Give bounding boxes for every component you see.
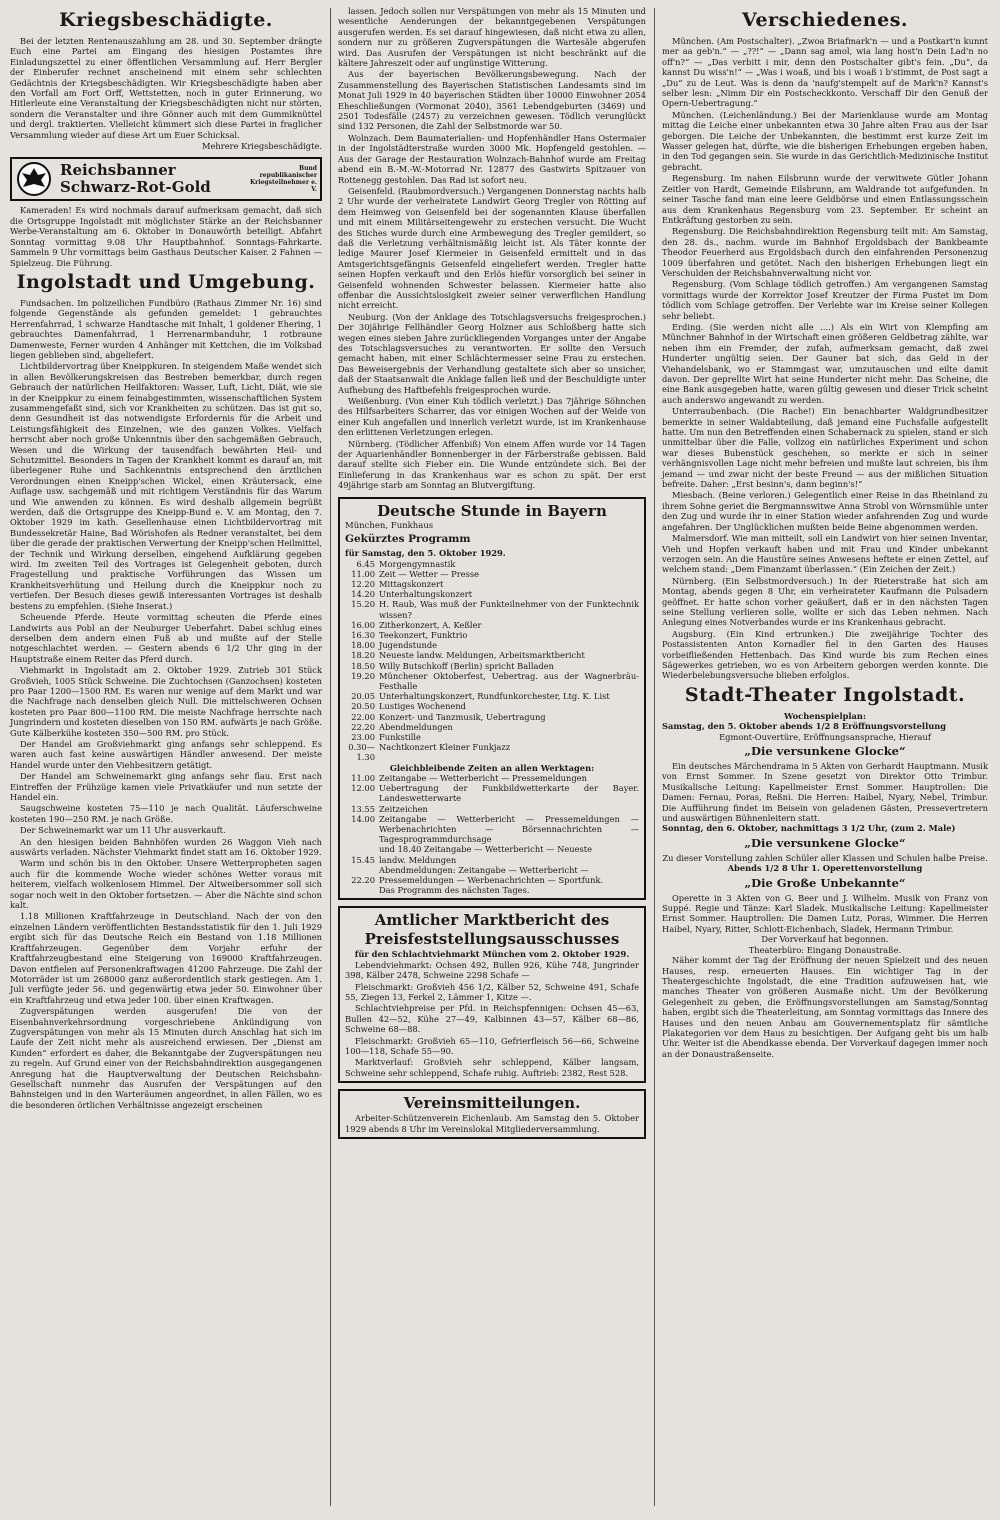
article-paragraph: Erding. (Sie werden nicht alle ....) Als ein Wirt von Klempfing am Münchner Bahnhof in der Wirtschaft einen größeren Geldbetrag zählte, war neben ihm ein Fremder, der zufah, aufmerksam gemacht, daß zwei Hunderter ungültig seien. Der Gauner bat sich, das Geld in der Viehandelsbank, wo er Stammgast war, umzutauschen und eilte damit davon. Der geprellte Wirt hat seine Hunderter nicht mehr. Das Scheine, die eine Bank ausgegeben hatte, waren gültig gewesen und dieser Trick scheint auch anderswo angewandt zu werden.	[662, 321, 988, 405]
program-item: Unterhaltungskonzert	[379, 589, 473, 600]
headline-kriegsbeschaedigte: Kriegsbeschädigte.	[59, 9, 273, 31]
radio-program-heading: Gekürztes Programm	[345, 533, 471, 546]
program-item: Pressemeldungen — Werbenachrichten — Sportfunk.	[379, 875, 604, 885]
article-paragraph: München. (Leichenländung.) Bei der Marienklause wurde am Montag mittag die Leiche einer unbekannten etwa 30 Jahre alten Frau aus der Isar geborgen. Die Leiche der Unbekannten, die bestimmt erst kurze Zeit im Wasser gelegen hat, dürfte, wie die bisherigen Erhebungen ergeben haben, in den Tod gegangen sein. Sie wurde in das Gerichtlich-Medizinische Institut gebracht.	[662, 109, 988, 172]
program-time	[345, 885, 379, 895]
article-paragraph: Kameraden! Es wird nochmals darauf aufmerksam gemacht, daß sich die Ortsgruppe Ingolstadt mit möglichster Stärke an der Reichsbanner Werbe-Veranstaltung am 6. Oktober in Donauwörth beteiligt. Abfahrt Sonntag vormittag 9.08 Uhr Hauptbahnhof. Sonntags-Fahrkarte. Sammeln 9 Uhr vormittags beim Gasthaus Deutscher Kaiser. 2 Fahnen — Spielzeug. Die Führung.	[10, 205, 322, 268]
theater-line: Der Vorverkauf hat begonnen.	[761, 934, 889, 945]
program-row	[345, 712, 639, 722]
program-time: 18.20	[351, 650, 375, 661]
banner-title: Reichsbanner Schwarz-Rot-Gold	[60, 161, 211, 197]
program-row	[345, 630, 639, 640]
program-row	[345, 579, 639, 589]
article-paragraph: Weißenburg. (Von einer Kuh tödlich verletzt.) Das 7jährige Söhnchen des Hilfsarbeiters Scharrer, das vor einigen Wochen auf der Weide von einer Kuh angefallen und innerlich verletzt wurde, ist im Krankenhause den erlittenen Verletzungen erlegen.	[338, 396, 646, 438]
program-row	[345, 865, 639, 875]
program-row	[345, 701, 639, 711]
radio-program-list	[345, 559, 639, 763]
article-paragraph: An den hiesigen beiden Bahnhöfen wurden 26 Waggon Vieh nach auswärts verladen. Nächster Viehmarkt findet statt am 16. Oktober 1929.	[10, 836, 322, 858]
program-row	[345, 559, 639, 569]
program-time	[345, 844, 379, 854]
program-row	[345, 875, 639, 885]
program-time: 20.50	[351, 701, 375, 712]
column-rule	[654, 8, 655, 1506]
program-time: 12.20	[351, 578, 375, 589]
program-time: 13.55	[351, 803, 375, 814]
radio-program-list-2	[345, 773, 639, 895]
program-item: und 18.40 Zeitangabe — Wetterbericht — Neueste	[379, 844, 592, 855]
market-paragraph: Fleischmarkt: Großvieh 456 1/2, Kälber 52, Schweine 491, Schafe 55, Ziegen 13, Ferkel 2, Lämmer 1, Kitze —.	[345, 981, 639, 1003]
program-row	[345, 855, 639, 865]
article-paragraph: Malmersdorf. Wie man mitteilt, soll ein Landwirt von hier seinen Inventar, Vieh und Hopfen verkauft haben und mit Frau und Kinder unbekannt verzogen sein. An die Haustüre seines Anwesens heftete er einen Zettel, auf welchem stand: „Dem Finanzamt überlassen.“ (Ein Zeichen der Zeit.)	[662, 533, 988, 575]
program-item: Abendmeldungen: Zeitangabe — Wetterbericht —	[379, 864, 589, 875]
article-paragraph: Warm und schön bis in den Oktober. Unsere Wetterpropheten sagen auch für die kommende Woche wieder schönes Wetter voraus mit heiterem, vielfach wolkenlosem Himmel. Der Altweibersommer soll sich sogar noch weit in den Oktober fortsetzen. — Aber die Nächte sind schon kalt.	[10, 858, 322, 911]
column-right	[656, 6, 994, 1510]
column-rule	[330, 8, 331, 1506]
theater-line: Samstag, den 5. Oktober abends 1/2 8 Eröffnungsvorstellung	[662, 721, 947, 732]
program-item: Teekonzert, Funktrio	[379, 629, 468, 640]
program-item: Unterhaltungskonzert, Rundfunkorchester, Ltg. K. List	[379, 691, 610, 702]
article-paragraph: Regensburg. Im nahen Eilsbrunn wurde der verwitwete Gütler Johann Zeitler von Hardt, Gemeinde Eilsbrunn, am Waldrande tot aufgefunden. In seiner Tasche fand man eine leere Geldbörse und einen Entlassungsschein aus dem Krankenhaus Regensburg vom 23. September. Er scheint an Entkräftung gestorben zu sein.	[662, 173, 988, 225]
program-row	[345, 599, 639, 619]
program-row	[345, 620, 639, 630]
theater-line: Egmont-Ouvertüre, Eröffnungsansprache, Hierauf	[719, 731, 931, 742]
program-time: 22.00	[351, 711, 375, 722]
program-item: Jugendstunde	[379, 640, 438, 651]
article-paragraph: Regensburg. (Vom Schlage tödlich getroffen.) Am vergangenen Samstag vormittags wurde der Korrektor Josef Kreutzer der Firma Pustet im Dom tödlich vom Schlage getroffen. Der Verlebte war im Kreise seiner Kollegen sehr beliebt.	[662, 279, 988, 321]
program-time: 0.30—1.30	[348, 742, 375, 763]
program-time: 15.20	[351, 599, 375, 610]
program-row	[345, 732, 639, 742]
article-paragraph: Nürnberg. (Tödlicher Affenbiß) Von einem Affen wurde vor 14 Tagen der Aquarienhändler Bonnenberger in der Färberstraße gebissen. Bald darauf stellte sich Fieber ein. Die Wunde entzündete sich. Bei der Einlieferung in das Krankenhaus war es schon zu spät. Der erst 49jährige starb am Sonntag an Blutvergiftung.	[338, 438, 646, 491]
theater-line: Zu dieser Vorstellung zahlen Schüler aller Klassen und Schulen halbe Preise.	[662, 852, 988, 863]
program-time: 14.20	[351, 589, 375, 600]
radio-program-location: München, Funkhaus	[345, 520, 434, 531]
program-row	[345, 804, 639, 814]
program-time: 15.45	[351, 854, 375, 865]
article-paragraph: Bei der letzten Rentenauszahlung am 28. und 30. September drängte Euch eine Partei am Eingang des hiesigen Postamtes ihre Einladungszettel zu einer öffentlichen Versammlung auf. Herr Bergler der Einberufer rechnet anscheinend mit einem sehr schlechten Gedächtnis der Kriegsbeschädigten. Wir Kriegsbeschädigte haben aber den Vorfall am Fort Orff, Wettstetten, noch in guter Erinnerung, wo Hitlerleute eine Veranstaltung der Kriegsbeschädigten nicht nur störten, sondern die Veranstalter und ihre Gönner auch mit dem Gummiknüttel und dergl. traktierten. Vielleicht kümmert sich diese Partei in fraglicher Versammlung wieder auf diese Art um Euer Schicksal.	[10, 36, 322, 140]
program-row	[345, 885, 639, 895]
program-item: Konzert- und Tanzmusik, Uebertragung	[379, 711, 546, 722]
article-paragraph: Scheuende Pferde. Heute vormittag scheuten die Pferde eines Landwirts aus Pobl an der Neuburger Ueberfahrt. Dabei schlug eines derselben dem andern einen Fuß ab und mußte auf der Stelle notgeschlachtet werden. — Gestern abends 6 1/2 Uhr ging in der Hauptstraße einem Reiter das Pferd durch.	[10, 612, 322, 664]
article-paragraph: Lichtbildervortrag über Kneippkuren. In steigendem Maße wendet sich in allen Bevölkerungskreisen das Bestreben bemerkbar, durch regen Gebrauch der natürlichen Heilfaktoren: Wasser, Luft, Licht, Diät, wie sie in der Kneippkur zu einem feinabgestimmten, wissenschaftlichen System zusammengefaßt sind, sich vor Krankheiten zu schützen. Das ist gut so, denn Gesundheit ist das notwendigste Erfordernis für die Arbeit und Leistungsfähigkeit des Einzelnen, wie des ganzen Volkes. Vielfach herrscht aber noch große Unkenntnis über den sachgemäßen Gebrauch, Wesen und die Wirkung der tausendfach bewährten Heil- und Schutzmittel. Besonders in Tagen der Krankheit kommt es darauf an, mit überlegener Ruhe und Sachkenntnis entsprechend den ärztlichen Verordnungen einen Kneipp'schen Wickel, einen Kräutersack, eine Auflage usw. sachgemäß und mit richtigem Verständnis für das Warum und Wie anwenden zu können. Es wird deshalb allgemein begrüßt werden, daß die Ortsgruppe des Kneipp-Bund e. V. am Montag, den 7. Oktober 1929 im kath. Gesellenhause einen Lichtbildervortrag mit Bundessekretär Haine, Bad Wörishofen als Redner veranstaltet, bei dem über die gerade der praktischen Verwertung der Kneipp'schen Heilmittel, der Technik und Wirkung derselben, eingehend Aufklärung gegeben wird. Im zweiten Teil des Vortrages ist Gelegenheit geboten, durch Fragestellung und praktische Vorführungen das Wissen um Krankheitsverhütung und Heilung durch die Kneippkur noch zu vertiefen. Der Besuch dieses gewiß interessanten Vortrages ist deshalb bestens zu empfehlen. (Siehe Inserat.)	[10, 361, 322, 611]
program-time: 19.20	[351, 670, 375, 681]
program-time: 22.20	[351, 721, 375, 732]
theater-line: Theaterbüro: Eingang Donaustraße.	[748, 944, 902, 955]
article-paragraph: Regensburg. Die Reichsbahndirektion Regensburg teilt mit: Am Samstag, den 28. ds., nachm. wurde im Bahnhof Ergoldsbach der Bankbeamte Theodor Feuerherd aus Ergoldsbach durch den einfahrenden Personenzug 1009 überfahren und getötet. Nach den bisherigen Erhebungen liegt ein Verschulden der Reichsbahnverwaltung nicht vor.	[662, 226, 988, 278]
program-time: 11.00	[351, 772, 375, 783]
program-item: Münchener Oktoberfest, Uebertrag. aus der Wagnerbräu-Festhalle	[379, 670, 639, 691]
program-time: 23.00	[351, 731, 375, 742]
article-paragraph: Viehmarkt in Ingolstadt am 2. Oktober 1929. Zutrieb 301 Stück Großvieh, 1005 Stück Schweine. Die Zuchtochsen (Ganzochsen) kosteten pro Paar 1200—1500 RM. Es waren nur wenige auf dem Markt und war die Nachfrage nach denselben gleich Null. Die mittelschweren Ochsen kosteten pro Paar 800—1100 RM. Die meiste Nachfrage herrschte nach Jungrindern und kosteten dieselben von 150 RM. aufwärts je nach Größe. Gute Kälberkühe kosteten 350—500 RM. pro Stück.	[10, 665, 322, 738]
market-paragraph: Schlachtviehpreise per Pfd. in Reichspfennigen: Ochsen 45—63, Bullen 42—52, Kühe 27—49, Kalbinnen 43—57, Kälber 68—86, Schweine 68—88.	[345, 1003, 639, 1035]
article-paragraph: 1.18 Millionen Kraftfahrzeuge in Deutschland. Nach der von den einzelnen Ländern veröffentlichten Bestandsstatistik für den 1. Juli 1929 ergibt sich für das Deutsche Reich ein Bestand von 1.18 Millionen Kraftfahrzeugen. Gegenüber dem Vorjahr erfuhr der Kraftfahrzeugbestand eine Steigerung von 169000 Kraftfahrzeugen. Davon entfielen auf Personenkraftwagen 41200 Fahrzeuge. Die Zahl der Motorräder ist um 268000 ganz außerordentlich stark gestiegen. Am 1. Juli verfügte jeder 56. und gegenwärtig etwa jeder 50. Einwohner über ein Kraftfahrzeug und etwa jeder 100. über einen Kraftwagen.	[10, 911, 322, 1005]
article-paragraph: Neuburg. (Von der Anklage des Totschlagsversuchs freigesprochen.) Der 30jährige Fellhändler Georg Holzner aus Schloßberg hatte sich wegen eines sieben Jahre zurückliegenden Vorganges unter der Angabe des Totschlagsversuches zu verantworten. Er sollte den Versuch gemacht haben, mit einer Schlächtermesser seine Frau zu erstechen. Das Beweisergebnis der Verhandlung gestaltete sich aber so unsicher, daß der Staatsanwalt die Anklage fallen ließ und der Beschuldigte unter Aufhebung des Haftbefehls freigesprochen wurde.	[338, 311, 646, 395]
market-report-subtitle: für den Schlachtviehmarkt München vom 2. Oktober 1929.	[354, 949, 630, 960]
program-time: 22.20	[351, 875, 375, 885]
program-row	[345, 691, 639, 701]
article-paragraph: lassen. Jedoch sollen nur Verspätungen von mehr als 15 Minuten und wesentliche Aenderungen der bekanntgegebenen Verspätungen ausgerufen werden. Es sei darauf hingewiesen, daß nicht etwa zu allen, sondern nur zu größeren Zugverspätungen die Wartesäle abgerufen wird. Das Ausrufen der Verspätungen ist nicht beschränkt auf die kältere Jahreszeit oder auf ungünstige Witterung.	[338, 6, 646, 69]
article-paragraph: Unterraubenbach. (Die Rache!) Ein benachbarter Waldgrundbesitzer bemerkte in seiner Waldabteilung, daß jemand eine Fuchsfalle aufgestellt hatte. Um nun den Betreffenden einen Schabernack zu spielen, stand er sich unmittelbar über die Falle, vollzog ein natürliches Experiment und schon war dieses Bubenstück geschehen, so merkte er sich in seiner verhängnisvollen Lage nicht mehr befreien und mußte laut schreien, bis ihm jemand — und zwar nicht der beste Freund — aus der mißlichen Situation befreite. Daher: „Erst besinn's, dann beginn's!“	[662, 406, 988, 490]
program-time: 14.00	[351, 813, 375, 824]
play-title: „Die Große Unbekannte“	[744, 875, 906, 890]
radio-program-heading-2: Gleichbleibende Zeiten an allen Werktagen:	[389, 762, 595, 773]
program-row	[345, 722, 639, 732]
program-row	[345, 742, 639, 762]
program-item: Lustiges Wochenend	[379, 701, 466, 712]
article-paragraph: Augsburg. (Ein Kind ertrunken.) Die zweijährige Tochter des Postassistenten Anton Kornadler fiel in den Garten des Hauses vorbeifließenden Hettenbach. Das Kind wurde bis zum Rechen eines Sägewerkes getrieben, wo es von Arbeitern geborgen werden konnte. Die Wiederbelebungsversuche blieben erfolglos.	[662, 628, 988, 681]
program-time	[345, 865, 379, 875]
program-row	[345, 589, 639, 599]
program-time: 18.50	[351, 660, 375, 671]
eagle-emblem-icon	[12, 159, 56, 199]
banner-subtitle: Bund republikanischer Kriegsteilnehmer e. V.	[249, 165, 317, 194]
program-item: Das Programm des nächsten Tages.	[379, 885, 530, 896]
club-notice: Arbeiter-Schützenverein Eichenlaub. Am Samstag den 5. Oktober 1929 abends 8 Uhr im Vereinslokal Mitgliederversammlung.	[345, 1113, 639, 1134]
signature: Mehrere Kriegsbeschädigte.	[201, 141, 322, 152]
program-item: Zeitangabe — Wetterbericht — Pressemeldungen	[379, 772, 587, 783]
program-item: Zitherkonzert, A. Keßler	[379, 619, 482, 630]
theater-paragraph: Ein deutsches Märchendrama in 5 Akten von Gerhardt Hauptmann. Musik von Ernst Sommer. In Szene gesetzt von Direktor Otto Trimbur. Musikalische Leitung: Kapellmeister Ernst Sommer. Hauptrollen: Die Damen: Fernau, Poras, Reßni. Die Herren: Haibel, Nyary, Nebel, Trimbur. Die Aufführung findet im Beisein von geladenen Gästen, Pressevertretern und auswärtigen Bühnenleitern statt.	[662, 761, 988, 824]
headline-ingolstadt: Ingolstadt und Umgebung.	[16, 270, 316, 293]
market-report-box	[338, 906, 646, 1083]
article-paragraph: Der Handel am Schweinemarkt ging anfangs sehr flau. Erst nach Eintreffen der Frühzüge kamen viele Privatkäufer und nun setzte der Handel ein.	[10, 771, 322, 802]
article-paragraph: Der Schweinemarkt war um 11 Uhr ausverkauft.	[20, 825, 226, 836]
program-item: Abendmeldungen	[379, 721, 453, 732]
program-time: 18.00	[351, 640, 375, 651]
column-left	[4, 6, 328, 1510]
article-paragraph: Nürnberg. (Ein Selbstmordversuch.) In der Rieterstraße hat sich am Montag, abends gegen 8 Uhr, ein verheirateter Kaufmann die Pulsadern geöffnet. Er hatte schon vorher geäußert, daß er in den nächsten Tagen seine Stellung verlieren solle, wollte er sich das Leben nehmen. Nach Anlegung eines Notverbandes wurde er ins Krankenhaus gebracht.	[662, 575, 988, 628]
program-time: 16.30	[351, 629, 375, 640]
program-time: 12.00	[351, 783, 375, 794]
program-item: Nachtkonzert Kleiner Funkjazz	[379, 742, 511, 753]
play-title: „Die versunkene Glocke“	[744, 835, 906, 850]
market-paragraph: Lebendviehmarkt: Ochsen 492, Bullen 926, Kühe 748, Jungrinder 398, Kälber 2478, Schweine 2298 Schafe —	[345, 959, 639, 981]
theater-paragraph: Näher kommt der Tag der Eröffnung der neuen Spielzeit und des neuen Hauses, resp. erneuerten Hauses. Ein wichtiger Tag in der Theatergeschichte Ingolstadt, die eine Tradition aufzuweisen hat, wie manches Theater von größeren Ausmaße nicht. Um der Bevölkerung Gelegenheit zu geben, die Eröffnungsvorstellungen am Samstag/Sonntag haben, ergibt sich die Theaterleitung, am Sonntag vormittags das Innere des Hauses und den neuen Anbau am Gouvernementsplatz für sämtliche Plakategorien vor dem Haus zu besichtigen. Der Aufgang geht bis um halb Uhr. Weiter ist die Abendkasse ebenda. Der Vorverkauf dagegen immer noch an der Donaustraßenseite.	[662, 955, 988, 1059]
market-paragraph: Marktverlauf: Großvieh sehr schleppend, Kälber langsam, Schweine sehr schleppend, Schafe ruhig. Auftrieb: 2382, Rest 528.	[345, 1057, 639, 1078]
program-row	[345, 844, 639, 854]
radio-program-box	[338, 497, 646, 901]
column-middle	[332, 6, 652, 1510]
headline-stadt-theater: Stadt-Theater Ingolstadt.	[684, 683, 966, 706]
program-item: landw. Meldungen	[379, 854, 457, 865]
program-time: 16.00	[351, 619, 375, 630]
headline-verschiedenes: Verschiedenes.	[741, 9, 909, 31]
program-item: H. Raub, Was muß der Funkteilnehmer von der Funktechnik wissen?	[379, 599, 639, 620]
program-item: Willy Butschkoff (Berlin) spricht Balladen	[379, 660, 554, 671]
program-item: Funkstille	[379, 731, 421, 742]
article-paragraph: Wolnzach. Dem Baumaterialien- und Hopfenhändler Hans Ostermaier in der Ingolstädterstraße wurden 3000 Mk. Hopfengeld gestohlen. — Aus der Garage der Restauration Wolnzach-Bahnhof wurde am Freitag abend ein B.-M.-W.-Motorrad Nr. 12877 des Gastwirts Spitzauer von Rottenegg gestohlen. Das Rad ist sofort neu.	[338, 132, 646, 185]
market-report-title: Amtlicher Marktbericht des Preisfeststellungsausschusses	[364, 911, 620, 949]
program-item: Neueste landw. Meldungen, Arbeitsmarktbericht	[379, 650, 585, 661]
program-row	[345, 650, 639, 660]
program-row	[345, 814, 639, 845]
program-item: Mittagskonzert	[379, 578, 444, 589]
program-item: Uebertragung der Funkbildwetterkarte der Bayer. Landeswetterwarte	[379, 783, 639, 804]
radio-program-title: Deutsche Stunde in Bayern	[377, 501, 607, 520]
program-row	[345, 640, 639, 650]
program-item: Zeitangabe — Wetterbericht — Pressemeldungen — Werbenachrichten — Börsennachrichten — Tagesprogrammdurchsage	[379, 813, 639, 845]
article-paragraph: Zugverspätungen werden ausgerufen! Die von der Eisenbahnverkehrsordnung vorgeschriebene Ankündigung von Zugverspätungen von mehr als 15 Minuten durch Anschlag hat sich im Laufe der Zeit nicht mehr als ausreichend erwiesen. Der „Dienst am Kunden“ erfordert es daher, die Bekanntgabe der Zugverspätungen neu zu regeln. Auf Grund einer von der Reichsbahndirektion ausgegangenen Anregung hat die Hauptverwaltung der Deutschen Reichsbahn-Gesellschaft nunmehr das Ausrufen der Verspätungen auf den Bahnsteigen und in den Warteräumen angeordnet, in allen Fällen, wo es die besonderen örtlichen Verhältnisse angezeigt erscheinen	[10, 1006, 322, 1110]
program-time: 11.00	[351, 568, 375, 579]
radio-program-date: für Samstag, den 5. Oktober 1929.	[345, 548, 506, 559]
program-item: Morgengymnastik	[379, 558, 456, 569]
article-paragraph: München. (Am Postschalter). „Zwoa Briafmark'n — und a Postkart'n kunnt mer aa geb'n.“ — „??!“ — „Dann sag amol, wia lang host'n Dein Lad'n no off'n?“ — „Das verbitt i mir, denn den Postschalter gibt's fein. „Du“, da kannst Du wiss'n!“ — „Was i woaß, und bis i woaß i b'stimmt, de Post sagt a „Du“ zu de Leut. Was is denn da 'naufg'stempelt auf de Mark'n? Kannst's selber lesn: „Nimm Dir ein Postscheckkonto. Verschaff Dir den Genuß der Opern-Uebertragung.“	[662, 36, 988, 109]
article-paragraph: Aus der bayerischen Bevölkerungsbewegung. Nach der Zusammenstellung des Bayerischen Statistischen Landesamts sind im Monat Juli 1929 in 40 bayerischen Städten über 10000 Einwohner 2054 Eheschließungen (Vormonat 2040), 3561 Lebendgeburten (3469) und 2501 Todesfälle (2457) zu verzeichnen gewesen. Tödlich verunglückt sind 132 Personen, die Zahl der Selbstmorde war 50.	[338, 69, 646, 132]
article-paragraph: Geisenfeld. (Raubmordversuch.) Vergangenen Donnerstag nachts halb 2 Uhr wurde der verheiratete Landwirt Georg Tregler von Rötting auf dem Heimweg von Geisenfeld bei der sogenannten Klause überfallen und mit einem Militärseitengewehr zu erstechen versucht. Die Wucht des Stiches wurde durch eine Armbewegung des Tregler gemildert, so daß die Verletzung verhältnismäßig leicht ist. Als Täter konnte der ledige Maurer Josef Kiermeier in Geisenfeld ermittelt und in das Amtsgerichtsgefängnis Geisenfeld eingeliefert werden. Tregler hatte seinen Hopfen verkauft und den Erlös hiefür vorsorglich bei seiner in Geisenfeld wohnenden Schwester belassen. Kiermeier hatte also offenbar die Aussichtslosigkeit zweier seiner verwerflichen Handlung nicht erreicht.	[338, 185, 646, 311]
reichsbanner-banner	[10, 157, 322, 201]
article-paragraph: Saugschweine kosteten 75—110 je nach Qualität. Läuferschweine kosteten 190—250 RM. je nach Größe.	[10, 803, 322, 824]
program-item: Zeit — Wetter — Presse	[379, 568, 479, 579]
program-item: Zeitzeichen	[379, 803, 428, 814]
theater-subtitle: Wochenspielplan:	[783, 710, 867, 721]
article-paragraph: Miesbach. (Beine verloren.) Gelegentlich einer Reise in das Rheinland zu ihrem Sohne geriet die Bergmannswitwe Anna Strobl von Wörnsmühle unter den Zug und wurde ihr in einer Station wieder anfahrenden Zug und wurde angefahren. Der Unglücklichen mußten beide Beine abgenommen werden.	[662, 490, 988, 532]
program-row	[345, 783, 639, 803]
program-row	[345, 773, 639, 783]
program-row	[345, 661, 639, 671]
program-row	[345, 671, 639, 691]
club-notices-box	[338, 1089, 646, 1139]
program-time: 6.45	[356, 558, 375, 569]
article-paragraph: Der Handel am Großviehmarkt ging anfangs sehr schleppend. Es waren auch fast keine auswärtigen Händler anwesend. Der meiste Handel wurde unter den Viehbesitzern getätigt.	[10, 738, 322, 770]
market-paragraph: Fleischmarkt: Großvieh 65—110, Gefrierfleisch 56—66, Schweine 100—118, Schafe 55—90.	[345, 1035, 639, 1057]
article-paragraph: Fundsachen. Im polizeilichen Fundbüro (Rathaus Zimmer Nr. 16) sind folgende Gegenstände als gefunden gemeldet: 1 gebrauchtes Herrenfahrrad, 1 schwarze Handtasche mit Inhalt, 1 goldener Ehering, 1 gebrauchtes Damenfahrrad, 1 Herrenarmbanduhr, 1 rotbraune Damenweste, Ferner wurden 4 Anhänger mit Kettchen, die im Volksbad liegen geblieben sind, abgeliefert.	[10, 297, 322, 360]
play-title: „Die versunkene Glocke“	[744, 744, 906, 758]
program-time: 20.05	[351, 691, 375, 702]
theater-line: Abends 1/2 8 Uhr 1. Operettenvorstellung	[727, 863, 923, 874]
theater-line: Sonntag, den 6. Oktober, nachmittags 3 1/2 Uhr, (zum 2. Male)	[662, 823, 956, 834]
club-notices-title: Vereinsmitteilungen.	[403, 1094, 581, 1113]
theater-paragraph: Operette in 3 Akten von G. Beer und J. Wilhelm. Musik von Franz von Suppé. Regie und Tänze: Karl Sladek. Musikalische Leitung: Kapellmeister Ernst Sommer. Hauptrollen: Die Damen Lutz, Poras, Wimmer. Die Herren Haibel, Nyary, Ritter, Schlott-Eichenbach, Sladek, Hermann Trimbur.	[662, 892, 988, 934]
program-row	[345, 569, 639, 579]
